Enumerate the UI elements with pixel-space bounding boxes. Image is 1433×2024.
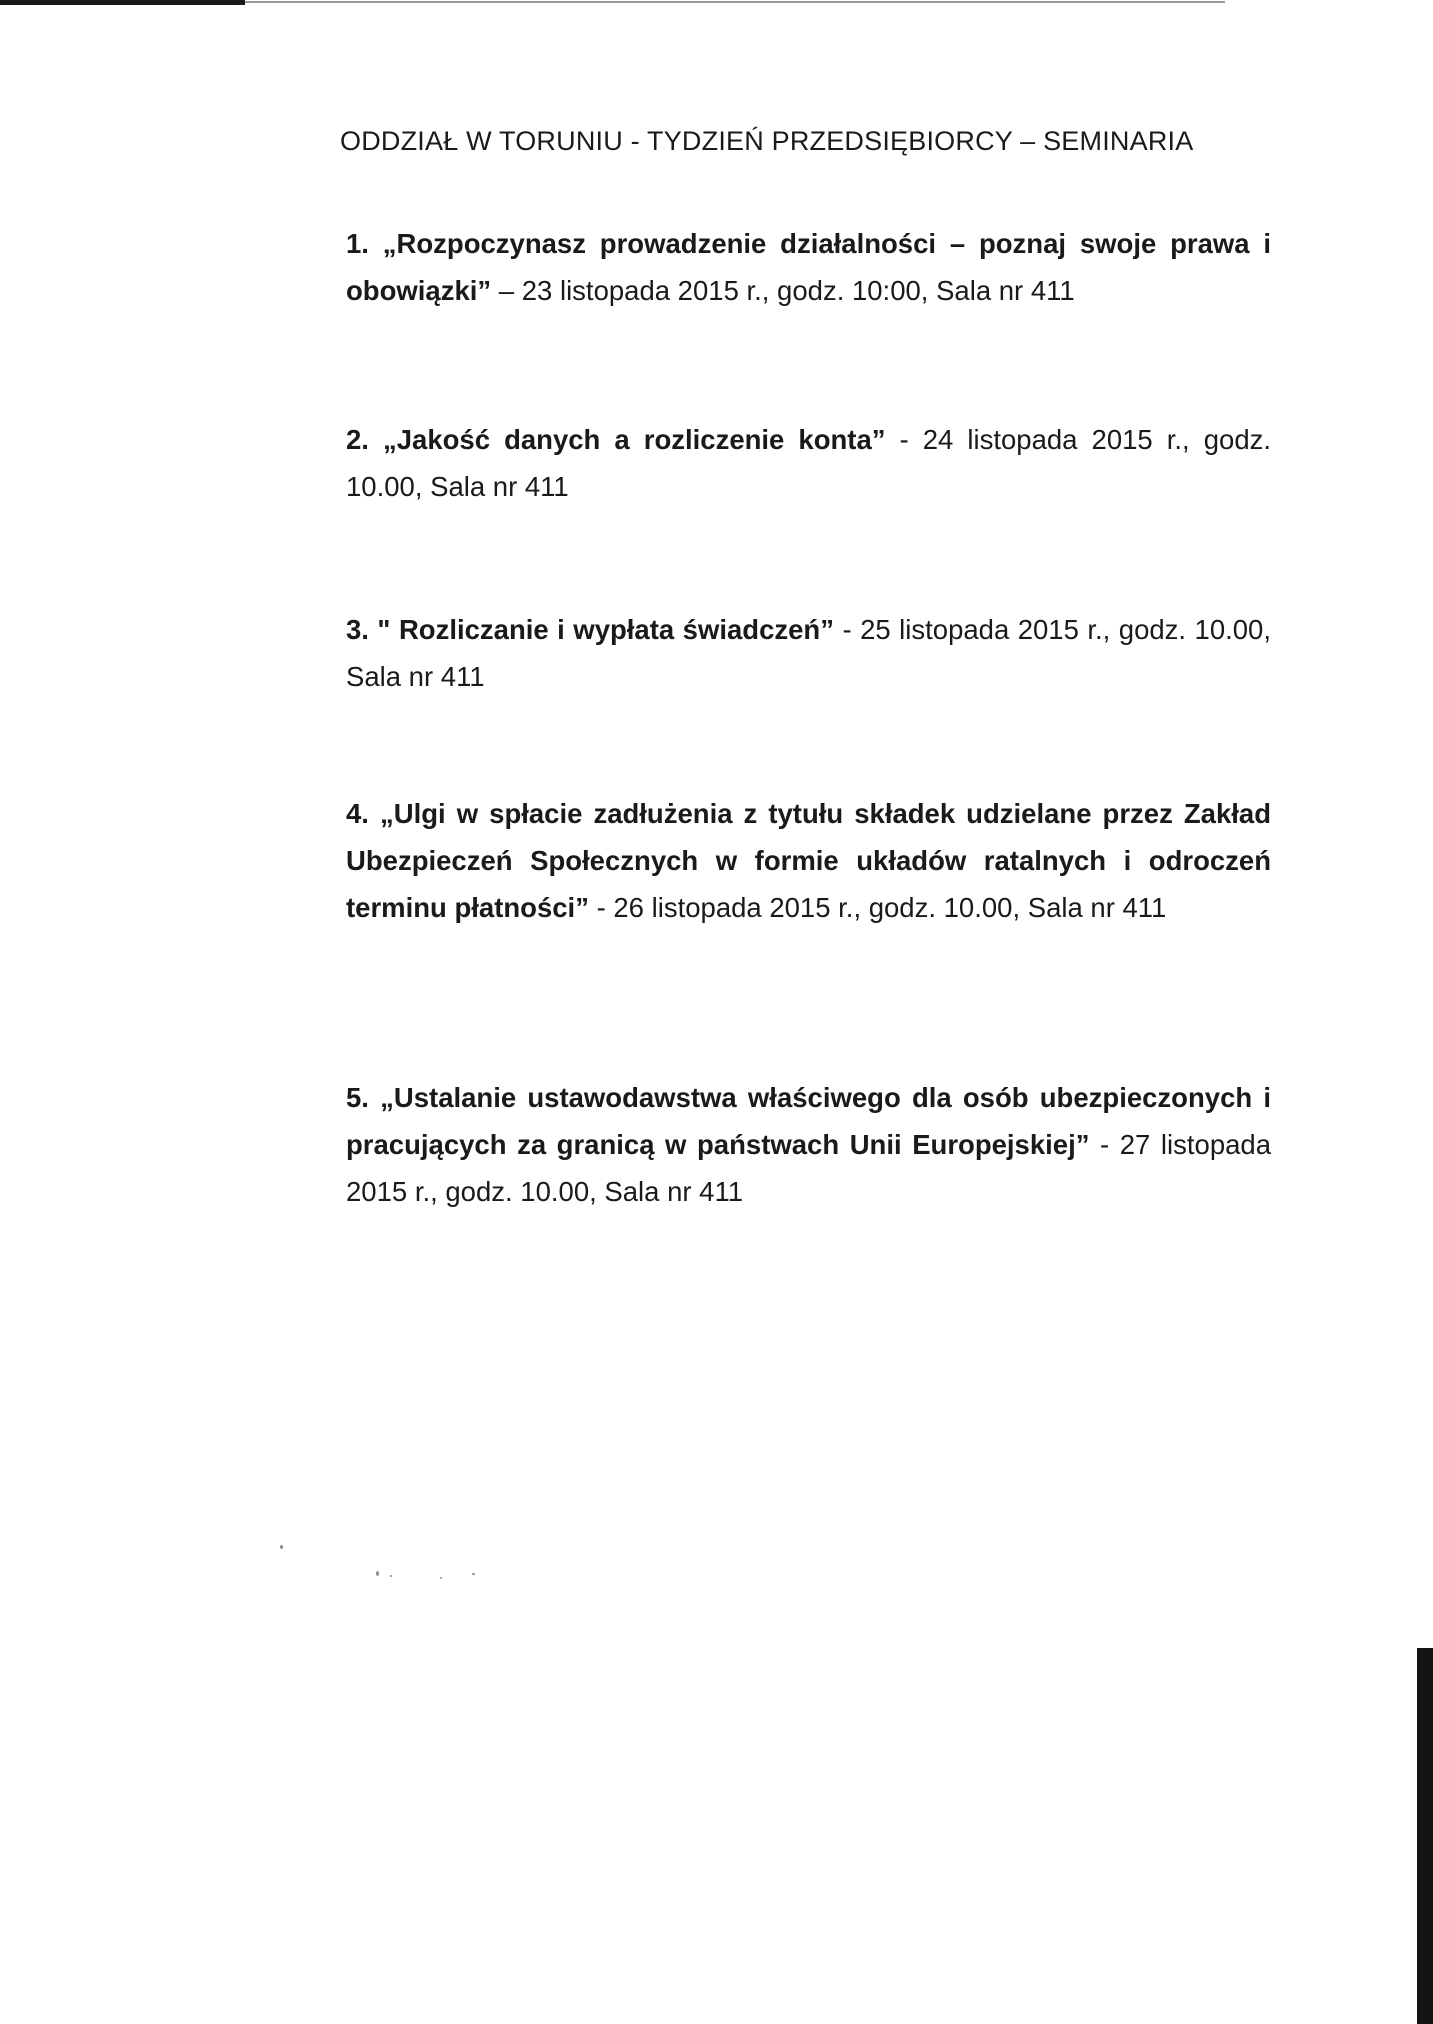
seminar-title: „Ustalanie ustawodawstwa właściwego dla osób ubezpieczonych i pracujących za granicą w państwach Unii Europejskiej”: [346, 1081, 1272, 1160]
seminar-details: - 24 listopada 2015 r., godz. 10.00, Sala nr 411: [346, 423, 1272, 502]
scan-edge-line: [0, 0, 245, 5]
scan-speck: [440, 1577, 442, 1579]
seminar-item-1: [346, 220, 1271, 314]
document-title: ODDZIAŁ W TORUNIU - TYDZIEŃ PRZEDSIĘBIORCY – SEMINARIA: [340, 126, 1194, 156]
seminar-number: 1.: [346, 227, 369, 259]
scan-speck: [280, 1545, 283, 1549]
seminar-number: 3.: [346, 613, 369, 645]
seminar-number: 5.: [346, 1081, 369, 1113]
seminar-number: 2.: [346, 423, 369, 455]
scan-edge-bar: [1417, 1648, 1433, 2024]
seminar-title: „Jakość danych a rozliczenie konta”: [383, 423, 886, 455]
scan-speck: [390, 1575, 392, 1577]
scan-noise: [280, 1545, 480, 1575]
seminar-item-5: [346, 1074, 1271, 1215]
seminar-item-2: [346, 416, 1271, 510]
seminar-title: " Rozliczanie i wypłata świadczeń”: [377, 613, 834, 645]
seminar-item-3: [346, 606, 1271, 700]
scan-speck: [376, 1571, 379, 1576]
scan-edge-line-thin: [245, 1, 1225, 3]
seminar-item-4: [346, 790, 1271, 931]
seminar-details: – 23 listopada 2015 r., godz. 10:00, Sala nr 411: [491, 274, 1075, 306]
seminar-details: - 25 listopada 2015 r., godz. 10.00, Sala nr 411: [346, 613, 1271, 692]
seminar-number: 4.: [346, 797, 369, 829]
scan-speck: [472, 1573, 475, 1575]
seminar-details: - 27 listopada 2015 r., godz. 10.00, Sala nr 411: [346, 1128, 1271, 1207]
seminar-title: „Rozpoczynasz prowadzenie działalności – poznaj swoje prawa i obowiązki”: [346, 227, 1272, 306]
seminar-details: - 26 listopada 2015 r., godz. 10.00, Sala nr 411: [588, 891, 1167, 923]
seminar-title: „Ulgi w spłacie zadłużenia z tytułu składek udzielane przez Zakład Ubezpieczeń Społecznych w formie układów ratalnych i odroczeń terminu płatności”: [346, 797, 1271, 923]
